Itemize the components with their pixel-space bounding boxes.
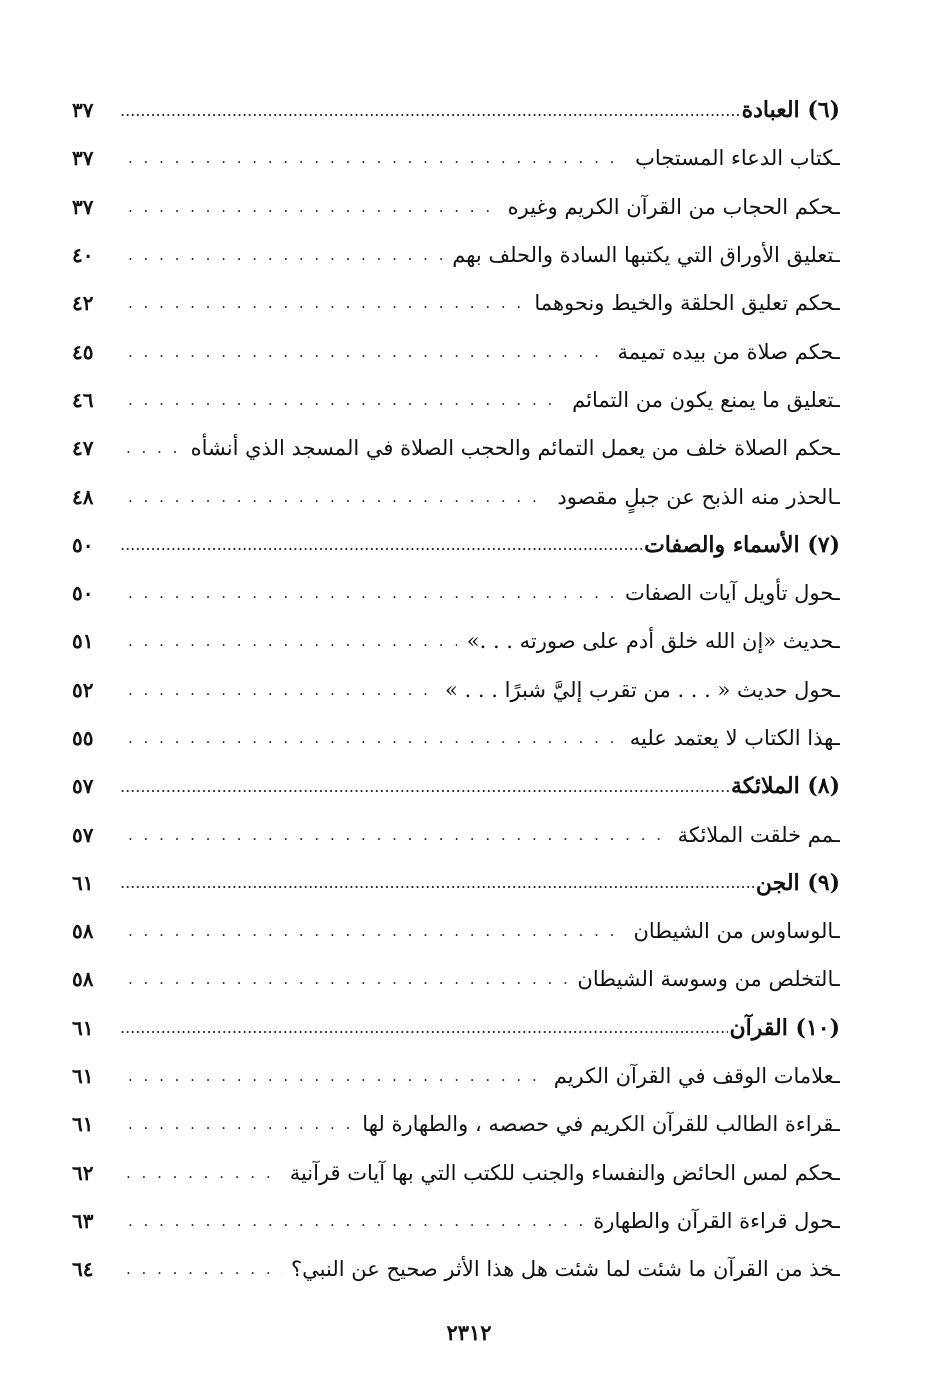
entry-page-number: ٤٧ bbox=[72, 436, 94, 461]
dot-leader bbox=[128, 1067, 544, 1085]
dot-leader bbox=[128, 729, 620, 747]
toc-entry bbox=[72, 907, 840, 955]
dot-leader bbox=[128, 681, 435, 699]
toc-entry bbox=[72, 955, 840, 1003]
toc-entry bbox=[72, 134, 840, 182]
entry-page-number: ٦٤ bbox=[72, 1257, 94, 1282]
entry-title: ـالتخلص من وسوسة الشيطان bbox=[577, 967, 840, 992]
entry-page-number: ٥٠ bbox=[72, 532, 94, 557]
toc-section-heading bbox=[72, 521, 840, 569]
toc-entry bbox=[72, 714, 840, 762]
entry-page-number: ٥٧ bbox=[72, 774, 94, 799]
dot-leader bbox=[128, 970, 567, 988]
toc-entry bbox=[72, 1052, 840, 1100]
toc-entry bbox=[72, 376, 840, 424]
entry-page-number: ٣٧ bbox=[72, 98, 94, 123]
toc-entry bbox=[72, 569, 840, 617]
dot-leader bbox=[128, 246, 442, 264]
entry-title: ـحول تأويل آيات الصفات bbox=[624, 581, 840, 606]
dot-leader bbox=[128, 1212, 583, 1230]
toc-entry bbox=[72, 327, 840, 375]
entry-title: ـكتاب الدعاء المستجاب bbox=[635, 146, 840, 171]
entry-page-number: ٥٢ bbox=[72, 677, 94, 702]
dot-leader bbox=[128, 343, 607, 361]
section-title: (١٠) القرآن bbox=[729, 1014, 840, 1041]
entry-title: ـحكم الحجاب من القرآن الكريم وغيره bbox=[507, 194, 840, 219]
section-title: (٦) العبادة bbox=[741, 97, 840, 124]
entry-title: ـتعليق ما يمنع يكون من التمائم bbox=[572, 387, 840, 412]
entry-page-number: ٥٠ bbox=[72, 581, 94, 606]
entry-page-number: ٤٥ bbox=[72, 339, 94, 364]
entry-page-number: ٥١ bbox=[72, 629, 94, 654]
entry-title: ـقراءة الطالب للقرآن الكريم في حصصه ، والطهارة لها bbox=[362, 1112, 840, 1137]
dot-leader bbox=[126, 1164, 282, 1182]
entry-page-number: ٦١ bbox=[72, 870, 94, 895]
toc-entry bbox=[72, 1197, 840, 1245]
dot-leader bbox=[126, 439, 183, 457]
toc-section-heading bbox=[72, 1004, 840, 1052]
toc-entry bbox=[72, 617, 840, 665]
entry-title: ـحكم لمس الحائض والنفساء والجنب للكتب التي بها آيات قرآنية bbox=[289, 1160, 840, 1185]
dot-leader bbox=[120, 777, 729, 796]
entry-title: ـحول قراءة القرآن والطهارة bbox=[593, 1208, 840, 1233]
entry-title: ـخذ من القرآن ما شئت لما شئت هل هذا الأثر صحيح عن النبي؟ bbox=[291, 1257, 840, 1282]
toc-entry bbox=[72, 1149, 840, 1197]
dot-leader bbox=[128, 198, 498, 216]
section-title: (٨) الملائكة bbox=[730, 773, 840, 800]
entry-title: ـهذا الكتاب لا يعتمد عليه bbox=[629, 726, 840, 750]
entry-title: ـالحذر منه الذبح عن جبلٍ مقصود bbox=[557, 484, 840, 509]
entry-page-number: ٤٢ bbox=[72, 291, 94, 316]
dot-leader bbox=[120, 873, 754, 892]
dot-leader bbox=[128, 632, 457, 650]
toc-section-heading bbox=[72, 859, 840, 907]
table-of-contents bbox=[72, 86, 840, 1293]
dot-leader bbox=[128, 1115, 352, 1133]
toc-section-heading bbox=[72, 762, 840, 810]
entry-page-number: ٦٣ bbox=[72, 1208, 94, 1233]
entry-page-number: ٦٢ bbox=[72, 1160, 94, 1185]
dot-leader bbox=[128, 922, 623, 940]
toc-section-heading bbox=[72, 86, 840, 134]
dot-leader bbox=[128, 294, 524, 312]
entry-title: ـحكم صلاة من بيده تميمة bbox=[617, 339, 840, 364]
entry-page-number: ٥٨ bbox=[72, 919, 94, 944]
page-number: ٢٣١٢ bbox=[446, 1320, 492, 1345]
toc-entry bbox=[72, 183, 840, 231]
section-title: (٧) الأسماء والصفات bbox=[644, 531, 840, 558]
toc-entry bbox=[72, 472, 840, 520]
entry-title: ـمم خلقت الملائكة bbox=[677, 822, 840, 847]
entry-title: ـتعليق الأوراق التي يكتبها السادة والحلف بهم bbox=[452, 243, 840, 268]
dot-leader bbox=[120, 101, 740, 120]
toc-entry bbox=[72, 1245, 840, 1293]
entry-title: ـحديث «إن الله خلق أدم على صورته . . .» bbox=[466, 629, 840, 654]
entry-page-number: ٤٠ bbox=[72, 243, 94, 268]
entry-page-number: ٥٨ bbox=[72, 967, 94, 992]
toc-entry bbox=[72, 231, 840, 279]
toc-entry bbox=[72, 424, 840, 472]
entry-title: ـحكم الصلاة خلف من يعمل التمائم والحجب الصلاة في المسجد الذي أنشأه bbox=[190, 436, 840, 461]
entry-page-number: ٦١ bbox=[72, 1112, 94, 1137]
dot-leader bbox=[128, 488, 547, 506]
dot-leader bbox=[128, 826, 668, 844]
dot-leader bbox=[128, 584, 615, 602]
dot-leader bbox=[128, 149, 625, 167]
dot-leader bbox=[126, 1260, 283, 1278]
entry-page-number: ٣٧ bbox=[72, 194, 94, 219]
entry-page-number: ٦١ bbox=[72, 1064, 94, 1089]
entry-page-number: ٤٨ bbox=[72, 484, 94, 509]
entry-title: ـحول حديث « . . . من تقرب إليَّ شبرًا . . . » bbox=[445, 677, 840, 702]
entry-title: ـحكم تعليق الحلقة والخيط ونحوهما bbox=[534, 291, 840, 316]
entry-page-number: ٣٧ bbox=[72, 146, 94, 171]
toc-entry bbox=[72, 1100, 840, 1148]
toc-entry bbox=[72, 810, 840, 858]
entry-page-number: ٥٧ bbox=[72, 822, 94, 847]
entry-page-number: ٥٥ bbox=[72, 726, 94, 750]
dot-leader bbox=[120, 535, 642, 554]
entry-page-number: ٤٦ bbox=[72, 387, 94, 412]
dot-leader bbox=[128, 391, 562, 409]
toc-entry bbox=[72, 279, 840, 327]
section-title: (٩) الجن bbox=[755, 869, 840, 896]
entry-title: ـعلامات الوقف في القرآن الكريم bbox=[553, 1064, 840, 1089]
dot-leader bbox=[120, 1018, 728, 1037]
entry-title: ـالوساوس من الشيطان bbox=[633, 919, 840, 944]
entry-page-number: ٦١ bbox=[72, 1015, 94, 1040]
toc-entry bbox=[72, 666, 840, 714]
